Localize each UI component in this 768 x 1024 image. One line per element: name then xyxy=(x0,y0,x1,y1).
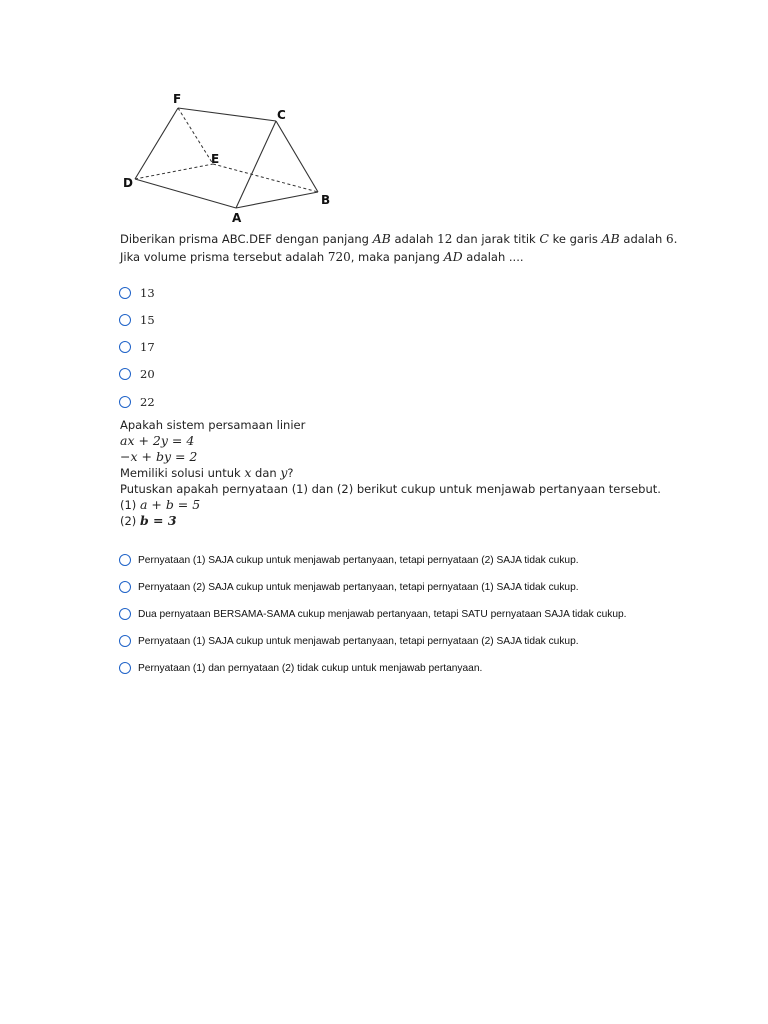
edge-CB xyxy=(276,121,318,192)
question1-text xyxy=(120,230,677,266)
option-label: Pernyataan (1) SAJA cukup untuk menjawab pertanyaan, tetapi pernyataan (2) SAJA tidak cukup. xyxy=(138,554,579,566)
radio-button[interactable] xyxy=(119,554,131,566)
solution-question: Memiliki solusi untuk x dan y? xyxy=(120,465,294,480)
vertex-label-B: B xyxy=(321,193,331,207)
q2-option-3[interactable] xyxy=(119,608,627,620)
q2-option-1[interactable] xyxy=(119,554,579,566)
edge-DE xyxy=(135,164,213,179)
equation-1: ax + 2y = 4 xyxy=(120,433,195,448)
radio-button[interactable] xyxy=(119,287,131,299)
question2-intro: Apakah sistem persamaan linier xyxy=(120,418,306,432)
option-label: Dua pernyataan BERSAMA-SAMA cukup menjawab pertanyaan, tetapi SATU pernyataan SAJA tidak cukup. xyxy=(138,608,627,620)
q2-option-4[interactable] xyxy=(119,635,579,647)
vertex-label-F: F xyxy=(173,92,182,106)
q1-option-5[interactable] xyxy=(119,395,155,409)
question2-text xyxy=(120,417,661,529)
option-label: 20 xyxy=(140,367,155,381)
option-label: 22 xyxy=(140,395,155,409)
option-label: Pernyataan (1) SAJA cukup untuk menjawab pertanyaan, tetapi pernyataan (2) SAJA tidak cukup. xyxy=(138,635,579,647)
vertex-label-C: C xyxy=(277,108,286,122)
statement-2: (2) b = 3 xyxy=(120,513,177,528)
q1-option-4[interactable] xyxy=(119,367,155,381)
radio-button[interactable] xyxy=(119,396,131,408)
vertex-label-E: E xyxy=(211,152,220,166)
statement-1: (1) a + b = 5 xyxy=(120,497,201,512)
edge-FC xyxy=(178,108,276,121)
prism-figure xyxy=(118,88,340,228)
edge-DF xyxy=(135,108,178,179)
radio-button[interactable] xyxy=(119,662,131,674)
option-label: 15 xyxy=(140,313,155,327)
vertex-label-D: D xyxy=(123,176,133,190)
q2-option-5[interactable] xyxy=(119,662,482,674)
option-label: Pernyataan (1) dan pernyataan (2) tidak cukup untuk menjawab pertanyaan. xyxy=(138,662,483,674)
option-label: Pernyataan (2) SAJA cukup untuk menjawab pertanyaan, tetapi pernyataan (1) SAJA tidak cukup. xyxy=(138,581,579,593)
radio-button[interactable] xyxy=(119,368,131,380)
question1-line2: Jika volume prisma tersebut adalah 720, maka panjang AD adalah .... xyxy=(120,249,524,264)
edge-BA xyxy=(236,192,318,208)
option-label: 17 xyxy=(140,340,155,354)
q2-option-2[interactable] xyxy=(119,581,579,593)
radio-button[interactable] xyxy=(119,581,131,593)
radio-button[interactable] xyxy=(119,608,131,620)
radio-button[interactable] xyxy=(119,341,131,353)
edge-AD xyxy=(135,179,236,208)
option-label: 13 xyxy=(140,286,155,300)
q1-option-2[interactable] xyxy=(119,313,155,327)
decide-instruction: Putuskan apakah pernyataan (1) dan (2) berikut cukup untuk menjawab pertanyaan tersebut. xyxy=(120,482,661,496)
edge-AC xyxy=(236,121,276,208)
equation-2: −x + by = 2 xyxy=(120,449,198,464)
radio-button[interactable] xyxy=(119,635,131,647)
q1-option-3[interactable] xyxy=(119,340,155,354)
radio-button[interactable] xyxy=(119,314,131,326)
edge-FE xyxy=(178,108,213,164)
vertex-label-A: A xyxy=(232,211,242,225)
q1-option-1[interactable] xyxy=(119,286,155,300)
edge-EB xyxy=(213,164,318,192)
question1-line1: Diberikan prisma ABC.DEF dengan panjang AB adalah 12 dan jarak titik C ke garis AB adalah 6. xyxy=(120,231,678,246)
